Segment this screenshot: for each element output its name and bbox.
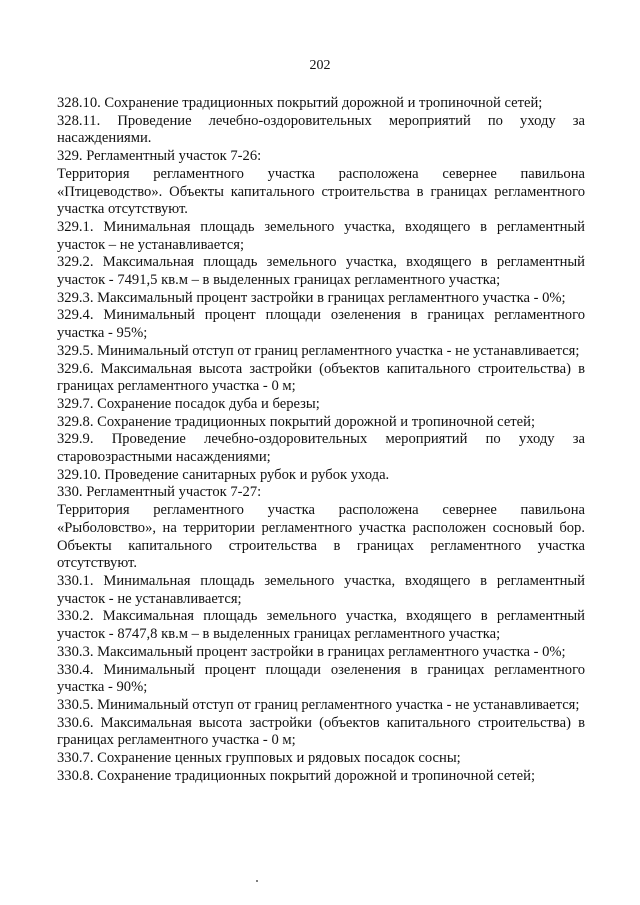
paragraph-330-7: 330.7. Сохранение ценных групповых и рядовых посадок сосны; bbox=[57, 750, 461, 767]
paragraph-330-4: 330.4. Минимальный процент площади озеленения в границах регламентного участка - 90%; bbox=[57, 661, 585, 696]
paragraph-329-7: 329.7. Сохранение посадок дуба и березы; bbox=[57, 395, 320, 412]
paragraph-330-2: 330.2. Максимальная площадь земельного участка, входящего в регламентный участок - 8747,8 кв.м – в выделенных границах регламентного участка; bbox=[57, 608, 585, 643]
scan-speck bbox=[256, 880, 258, 882]
paragraph-330-5: 330.5. Минимальный отступ от границ регламентного участка - не устанавливается; bbox=[57, 696, 580, 713]
paragraph-329-8: 329.8. Сохранение традиционных покрытий дорожной и тропиночной сетей; bbox=[57, 413, 536, 430]
paragraph-329-description: Территория регламентного участка расположена севернее павильона «Птицеводство». Объекты капитального строительства в границах регламентного участка отсутствуют. bbox=[57, 165, 585, 218]
heading-section-330: 330. Регламентный участок 7-27: bbox=[57, 484, 262, 501]
page-number: 202 bbox=[309, 58, 331, 73]
paragraph-329-9: 329.9. Проведение лечебно-оздоровительных мероприятий по уходу за старовозрастными насаждениями; bbox=[57, 431, 585, 466]
heading-section-329: 329. Регламентный участок 7-26: bbox=[57, 148, 262, 165]
paragraph-328-10: 328.10. Сохранение традиционных покрытий дорожной и тропиночной сетей; bbox=[57, 95, 543, 111]
paragraph-330-3: 330.3. Максимальный процент застройки в границах регламентного участка - 0%; bbox=[57, 643, 566, 660]
paragraph-329-4: 329.4. Минимальный процент площади озеленения в границах регламентного участка - 95%; bbox=[57, 307, 585, 342]
paragraph-328-11: 328.11. Проведение лечебно-оздоровительных мероприятий по уходу за насаждениями. bbox=[57, 112, 585, 147]
paragraph-329-1: 329.1. Минимальная площадь земельного участка, входящего в регламентный участок – не устанавливается; bbox=[57, 218, 585, 253]
paragraph-329-3: 329.3. Максимальный процент застройки в границах регламентного участка - 0%; bbox=[57, 289, 566, 306]
paragraph-329-5: 329.5. Минимальный отступ от границ регламентного участка - не устанавливается; bbox=[57, 342, 580, 359]
paragraph-329-6: 329.6. Максимальная высота застройки (объектов капитального строительства) в границах регламентного участка - 0 м; bbox=[57, 360, 585, 395]
paragraph-330-6: 330.6. Максимальная высота застройки (объектов капитального строительства) в границах регламентного участка - 0 м; bbox=[57, 714, 585, 749]
paragraph-329-2: 329.2. Максимальная площадь земельного участка, входящего в регламентный участок - 7491,5 кв.м – в выделенных границах регламентного участка; bbox=[57, 254, 585, 289]
paragraph-330-8: 330.8. Сохранение традиционных покрытий дорожной и тропиночной сетей; bbox=[57, 767, 536, 784]
document-body bbox=[57, 95, 585, 785]
paragraph-329-10: 329.10. Проведение санитарных рубок и рубок ухода. bbox=[57, 466, 390, 483]
paragraph-330-1: 330.1. Минимальная площадь земельного участка, входящего в регламентный участок - не устанавливается; bbox=[57, 572, 585, 607]
paragraph-330-description: Территория регламентного участка расположена севернее павильона «Рыболовство», на территории регламентного участка расположен сосновый бор. Объекты капитального строительства в границах регламентного участка отсутствуют. bbox=[57, 502, 585, 572]
